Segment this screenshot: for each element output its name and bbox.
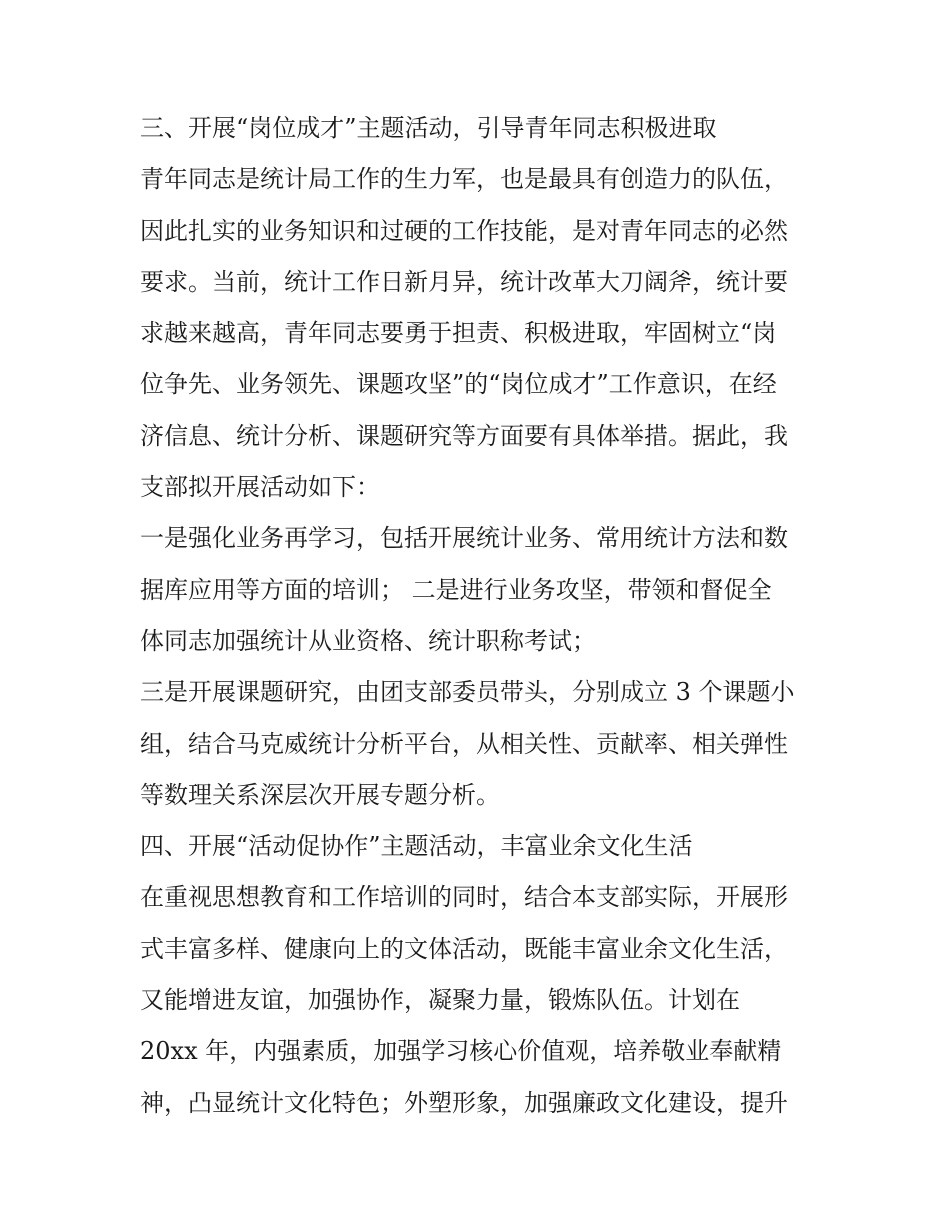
text-line-18: 又能增进友谊，加强协作，凝聚力量，锻炼队伍。计划在 xyxy=(140,986,740,1015)
text-line-11: 体同志加强统计从业资格、统计职称考试； xyxy=(140,626,596,655)
text-line-12: 三是开展课题研究，由团支部委员带头，分别成立 3 个课题小 xyxy=(140,678,795,707)
text-line-8: 支部拟开展活动如下： xyxy=(140,473,380,502)
text-line-16: 在重视思想教育和工作培训的同时，结合本支部实际，开展形 xyxy=(140,883,788,912)
text-line-4: 要求。当前，统计工作日新月异，统计改革大刀阔斧，统计要 xyxy=(140,267,788,296)
text-line-6: 位争先、业务领先、课题攻坚”的“岗位成才”工作意识，在经 xyxy=(140,370,777,399)
document-body xyxy=(140,103,830,1129)
text-line-14: 等数理关系深层次开展专题分析。 xyxy=(140,780,500,809)
text-line-5: 求越来越高，青年同志要勇于担责、积极进取，牢固树立“岗 xyxy=(140,319,777,348)
text-line-3: 因此扎实的业务知识和过硬的工作技能，是对青年同志的必然 xyxy=(140,216,788,245)
text-line-19: 20xx 年，内强素质，加强学习核心价值观，培养敬业奉献精 xyxy=(140,1037,782,1066)
text-line-2: 青年同志是统计局工作的生力军，也是最具有创造力的队伍， xyxy=(140,165,788,194)
text-line-7: 济信息、统计分析、课题研究等方面要有具体举措。据此，我 xyxy=(140,421,788,450)
text-line-15: 四、开展“活动促协作”主题活动，丰富业余文化生活 xyxy=(140,832,693,861)
text-line-13: 组，结合马克威统计分析平台，从相关性、贡献率、相关弹性 xyxy=(140,729,788,758)
text-line-10: 据库应用等方面的培训； 二是进行业务攻坚，带领和督促全 xyxy=(140,575,772,604)
text-line-17: 式丰富多样、健康向上的文体活动，既能丰富业余文化生活， xyxy=(140,934,788,963)
text-line-9: 一是强化业务再学习，包括开展统计业务、常用统计方法和数 xyxy=(140,524,788,553)
text-line-1: 三、开展“岗位成才”主题活动，引导青年同志积极进取 xyxy=(140,114,717,142)
text-line-20: 神，凸显统计文化特色；外塑形象，加强廉政文化建设，提升 xyxy=(140,1088,788,1117)
